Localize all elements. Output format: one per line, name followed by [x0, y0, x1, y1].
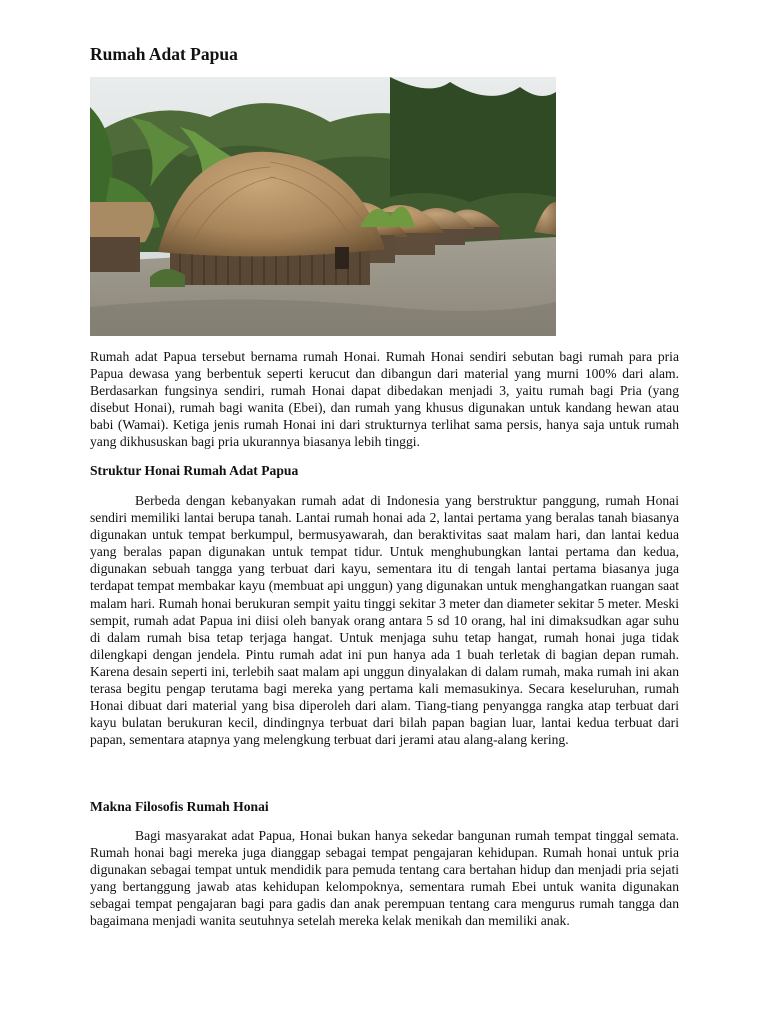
struktur-heading: Struktur Honai Rumah Adat Papua: [90, 463, 299, 478]
makna-paragraph: Bagi masyarakat adat Papua, Honai bukan hanya sekedar bangunan rumah tempat tinggal semata. Rumah honai bagi mereka juga dianggap sebagai tempat pengajaran kehidupan. Rumah honai untuk pria digunakan sebagai tempat untuk mendidik para pemuda tentang cara bertahan hidup dan menjadi pria sejati yang bertanggung jawab atas kehidupan kelompoknya, sementara rumah Ebei untuk wanita digunakan sebagai tempat pengajaran bagi para gadis dan anak perempuan tentang cara mengurus rumah tangga dan bagaimana menjadi wanita seutuhnya setelah mereka kelak menikah dan memiliki anak.: [90, 828, 679, 929]
intro-paragraph: Rumah adat Papua tersebut bernama rumah Honai. Rumah Honai sendiri sebutan bagi rumah para pria Papua dewasa yang berbentuk seperti kerucut dan dibangun dari material yang murni 100% dari alam. Berdasarkan fungsinya sendiri, rumah Honai dapat dibedakan menjadi 3, yaitu rumah bagi Pria (yang disebut Honai), rumah bagi wanita (Ebei), dan rumah yang khusus digunakan untuk kandang hewan atau babi (Wamai). Ketiga jenis rumah Honai ini dari strukturnya terlihat sama persis, hanya saja untuk rumah yang dikhususkan bagi pria ukurannya biasanya lebih tinggi.: [90, 349, 679, 450]
makna-heading: Makna Filosofis Rumah Honai: [90, 799, 269, 814]
document-title: Rumah Adat Papua: [90, 44, 238, 64]
honai-houses-photo: [90, 77, 556, 336]
struktur-paragraph: Berbeda dengan kebanyakan rumah adat di Indonesia yang berstruktur panggung, rumah Honai sendiri memiliki lantai berupa tanah. Lantai rumah honai ada 2, lantai pertama yang beralas tanah biasanya digunakan untuk tempat berkumpul, bermusyawarah, dan beraktivitas saat malam hari, dan lantai kedua yang beralas papan digunakan untuk tempat tidur. Untuk menghubungkan lantai pertama dan kedua, digunakan sebuah tangga yang terbuat dari kayu, sementara itu di tengah lantai pertama biasanya juga terdapat tempat membakar kayu (membuat api unggun) yang digunakan untuk menghangatkan ruangan saat malam hari. Rumah honai berukuran sempit yaitu tinggi sekitar 3 meter dan diameter sekitar 5 meter. Meski sempit, rumah adat Papua ini diisi oleh banyak orang antara 5 sd 10 orang, hal ini dimaksudkan agar suhu di dalam rumah bisa tetap terjaga hangat. Untuk menjaga suhu tetap hangat, rumah honai juga tidak dilengkapi dengan jendela. Pintu rumah adat ini pun hanya ada 1 buah terletak di bagian depan rumah. Karena desain seperti ini, terlebih saat malam api unggun dinyalakan di dalam rumah, maka rumah ini akan terasa begitu pengap terutama bagi mereka yang pertama kali memasukinya. Secara keseluruhan, rumah Honai dibuat dari material yang bisa diperoleh dari alam. Tiang-tiang penyangga rangka atap terbuat dari kayu bulatan berukuran kecil, dindingnya terbuat dari bilah papan bagian luar, lantai kedua terbuat dari papan, sementara atapnya yang melengkung terbuat dari jerami atau alang-alang kering.: [90, 493, 679, 748]
